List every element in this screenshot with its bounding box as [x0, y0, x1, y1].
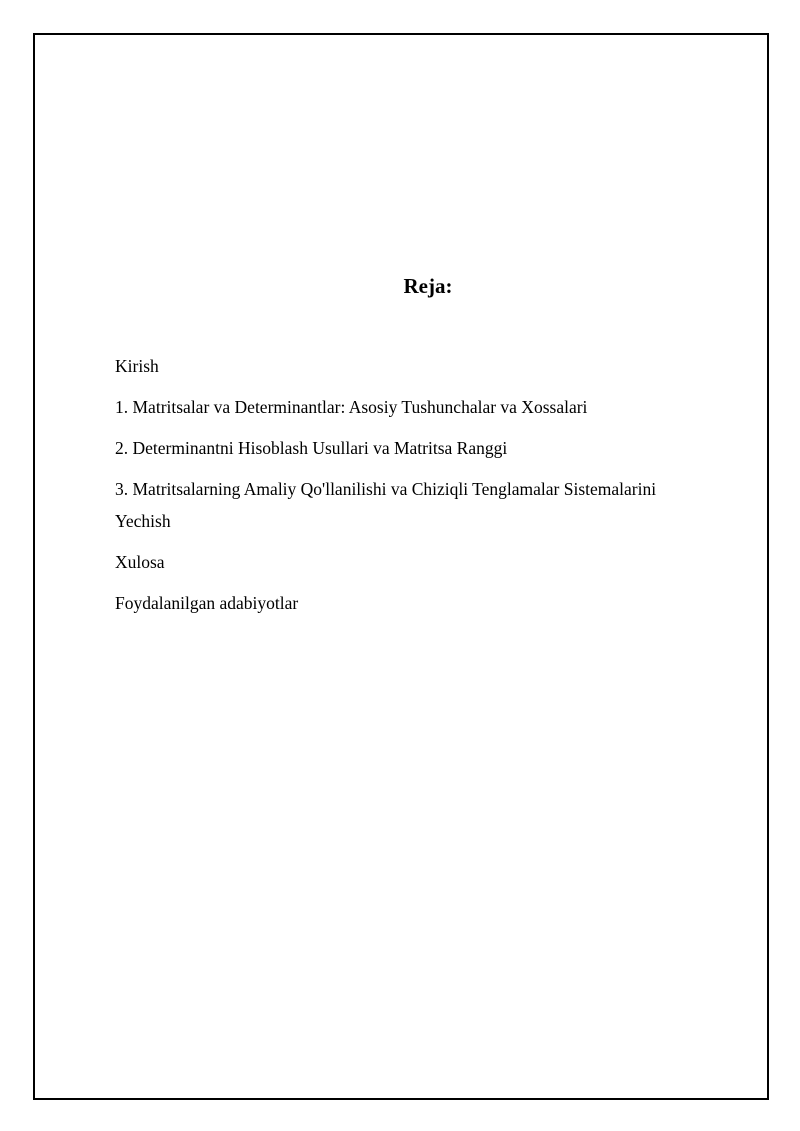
- page-title: Reja:: [403, 274, 453, 298]
- toc-item-introduction: Kirish: [115, 356, 159, 376]
- toc-item-section-2: 2. Determinantni Hisoblash Usullari va Matritsa Ranggi: [115, 438, 508, 458]
- table-of-contents: [115, 350, 715, 628]
- toc-item-references: Foydalanilgan adabiyotlar: [115, 593, 299, 613]
- toc-item-section-1: 1. Matritsalar va Determinantlar: Asosiy Tushunchalar va Xossalari: [115, 397, 588, 417]
- toc-item-section-3: 3. Matritsalarning Amaliy Qo'llanilishi va Chiziqli Tenglamalar Sistemalarini Yechish: [115, 479, 657, 531]
- toc-item-conclusion: Xulosa: [115, 552, 165, 572]
